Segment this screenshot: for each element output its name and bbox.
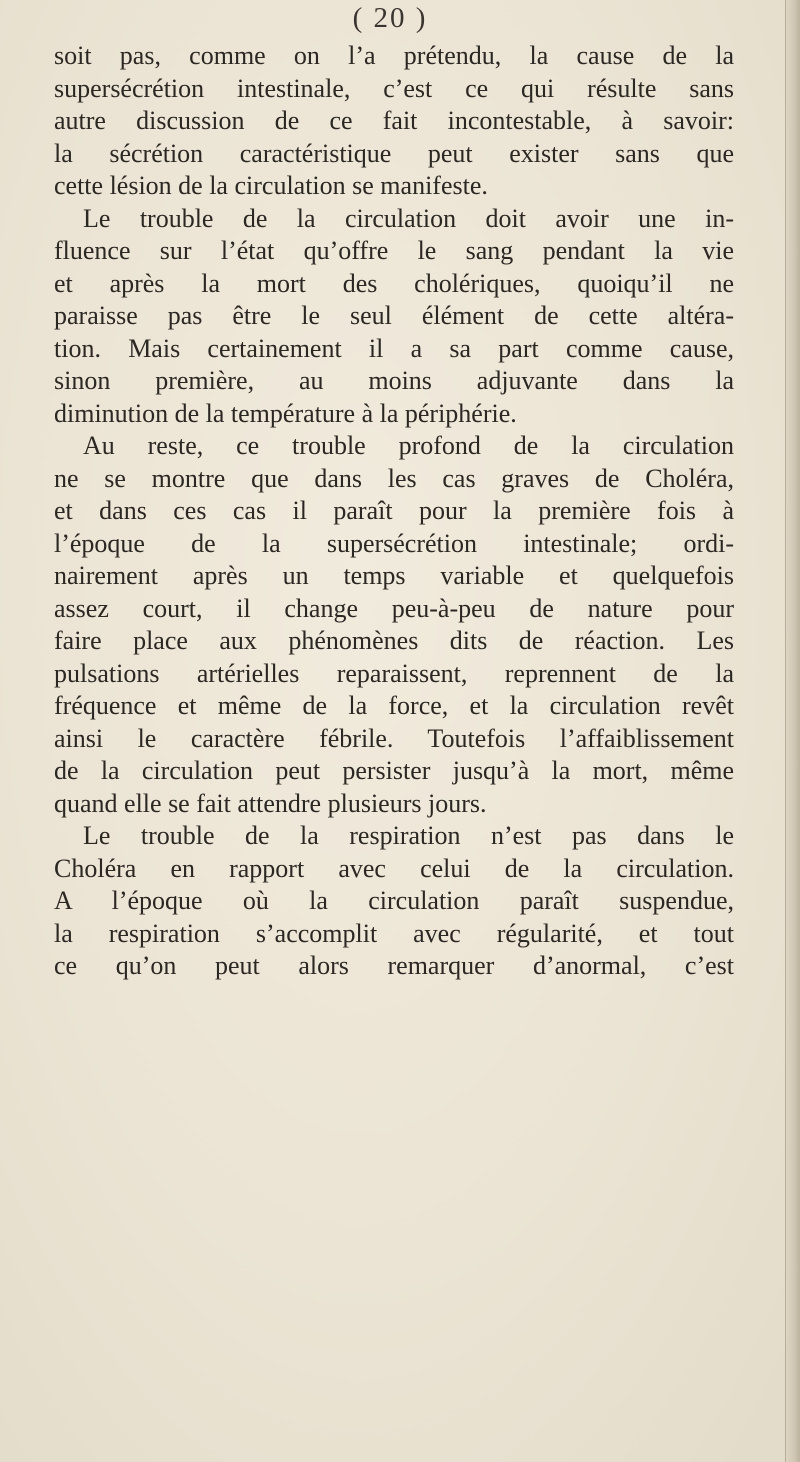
text-line: l’époque de la supersécrétion intestinale; ordi- xyxy=(54,528,734,558)
text-line: la respiration s’accomplit avec régularité, et tout xyxy=(54,918,734,948)
text-line: soit pas, comme on l’a prétendu, la cause de la xyxy=(54,41,734,70)
text-line: tion. Mais certainement il a sa part comme cause, xyxy=(54,333,734,363)
text-line: Choléra en rapport avec celui de la circulation. xyxy=(54,853,734,883)
text-line: pulsations artérielles reparaissent, reprennent de la xyxy=(54,658,734,688)
text-line: quand elle se fait attendre plusieurs jours. xyxy=(54,788,487,818)
text-line: nairement après un temps variable et quelquefois xyxy=(54,561,734,590)
text-line: de la circulation peut persister jusqu’à la mort, même xyxy=(54,756,734,785)
text-line: assez court, il change peu-à-peu de nature pour xyxy=(54,593,734,623)
page-number: ( 20 ) xyxy=(352,2,428,34)
text-line: cette lésion de la circulation se manifeste. xyxy=(54,171,488,200)
text-line: autre discussion de ce fait incontestable, à savoir: xyxy=(54,106,734,135)
text-line: la sécrétion caractéristique peut exister sans que xyxy=(54,138,734,168)
text-line: ainsi le caractère fébrile. Toutefois l’affaiblissement xyxy=(54,723,734,753)
text-line: ce qu’on peut alors remarquer d’anormal, c’est xyxy=(54,951,734,980)
text-line: fréquence et même de la force, et la circulation revêt xyxy=(54,691,734,720)
text-line: et dans ces cas il paraît pour la première fois à xyxy=(54,496,734,525)
body-text xyxy=(54,40,734,983)
paragraph-start-line: Le trouble de la respiration n’est pas dans le xyxy=(83,821,734,850)
text-line: et après la mort des cholériques, quoiqu’il ne xyxy=(54,268,734,298)
text-line: ne se montre que dans les cas graves de Choléra, xyxy=(54,463,734,493)
paragraph-start-line: Au reste, ce trouble profond de la circulation xyxy=(83,431,734,460)
text-line: fluence sur l’état qu’offre le sang pendant la vie xyxy=(54,236,734,265)
text-line: supersécrétion intestinale, c’est ce qui résulte sans xyxy=(54,73,734,103)
text-line: paraisse pas être le seul élément de cette altéra- xyxy=(54,301,734,330)
page-binding-edge xyxy=(785,0,800,1462)
paragraph-start-line: Le trouble de la circulation doit avoir une in- xyxy=(83,203,734,233)
text-line: sinon première, au moins adjuvante dans la xyxy=(54,366,734,395)
text-line: A l’époque où la circulation paraît suspendue, xyxy=(54,886,734,915)
text-line: faire place aux phénomènes dits de réaction. Les xyxy=(54,626,734,655)
text-line: diminution de la température à la périphérie. xyxy=(54,398,517,428)
